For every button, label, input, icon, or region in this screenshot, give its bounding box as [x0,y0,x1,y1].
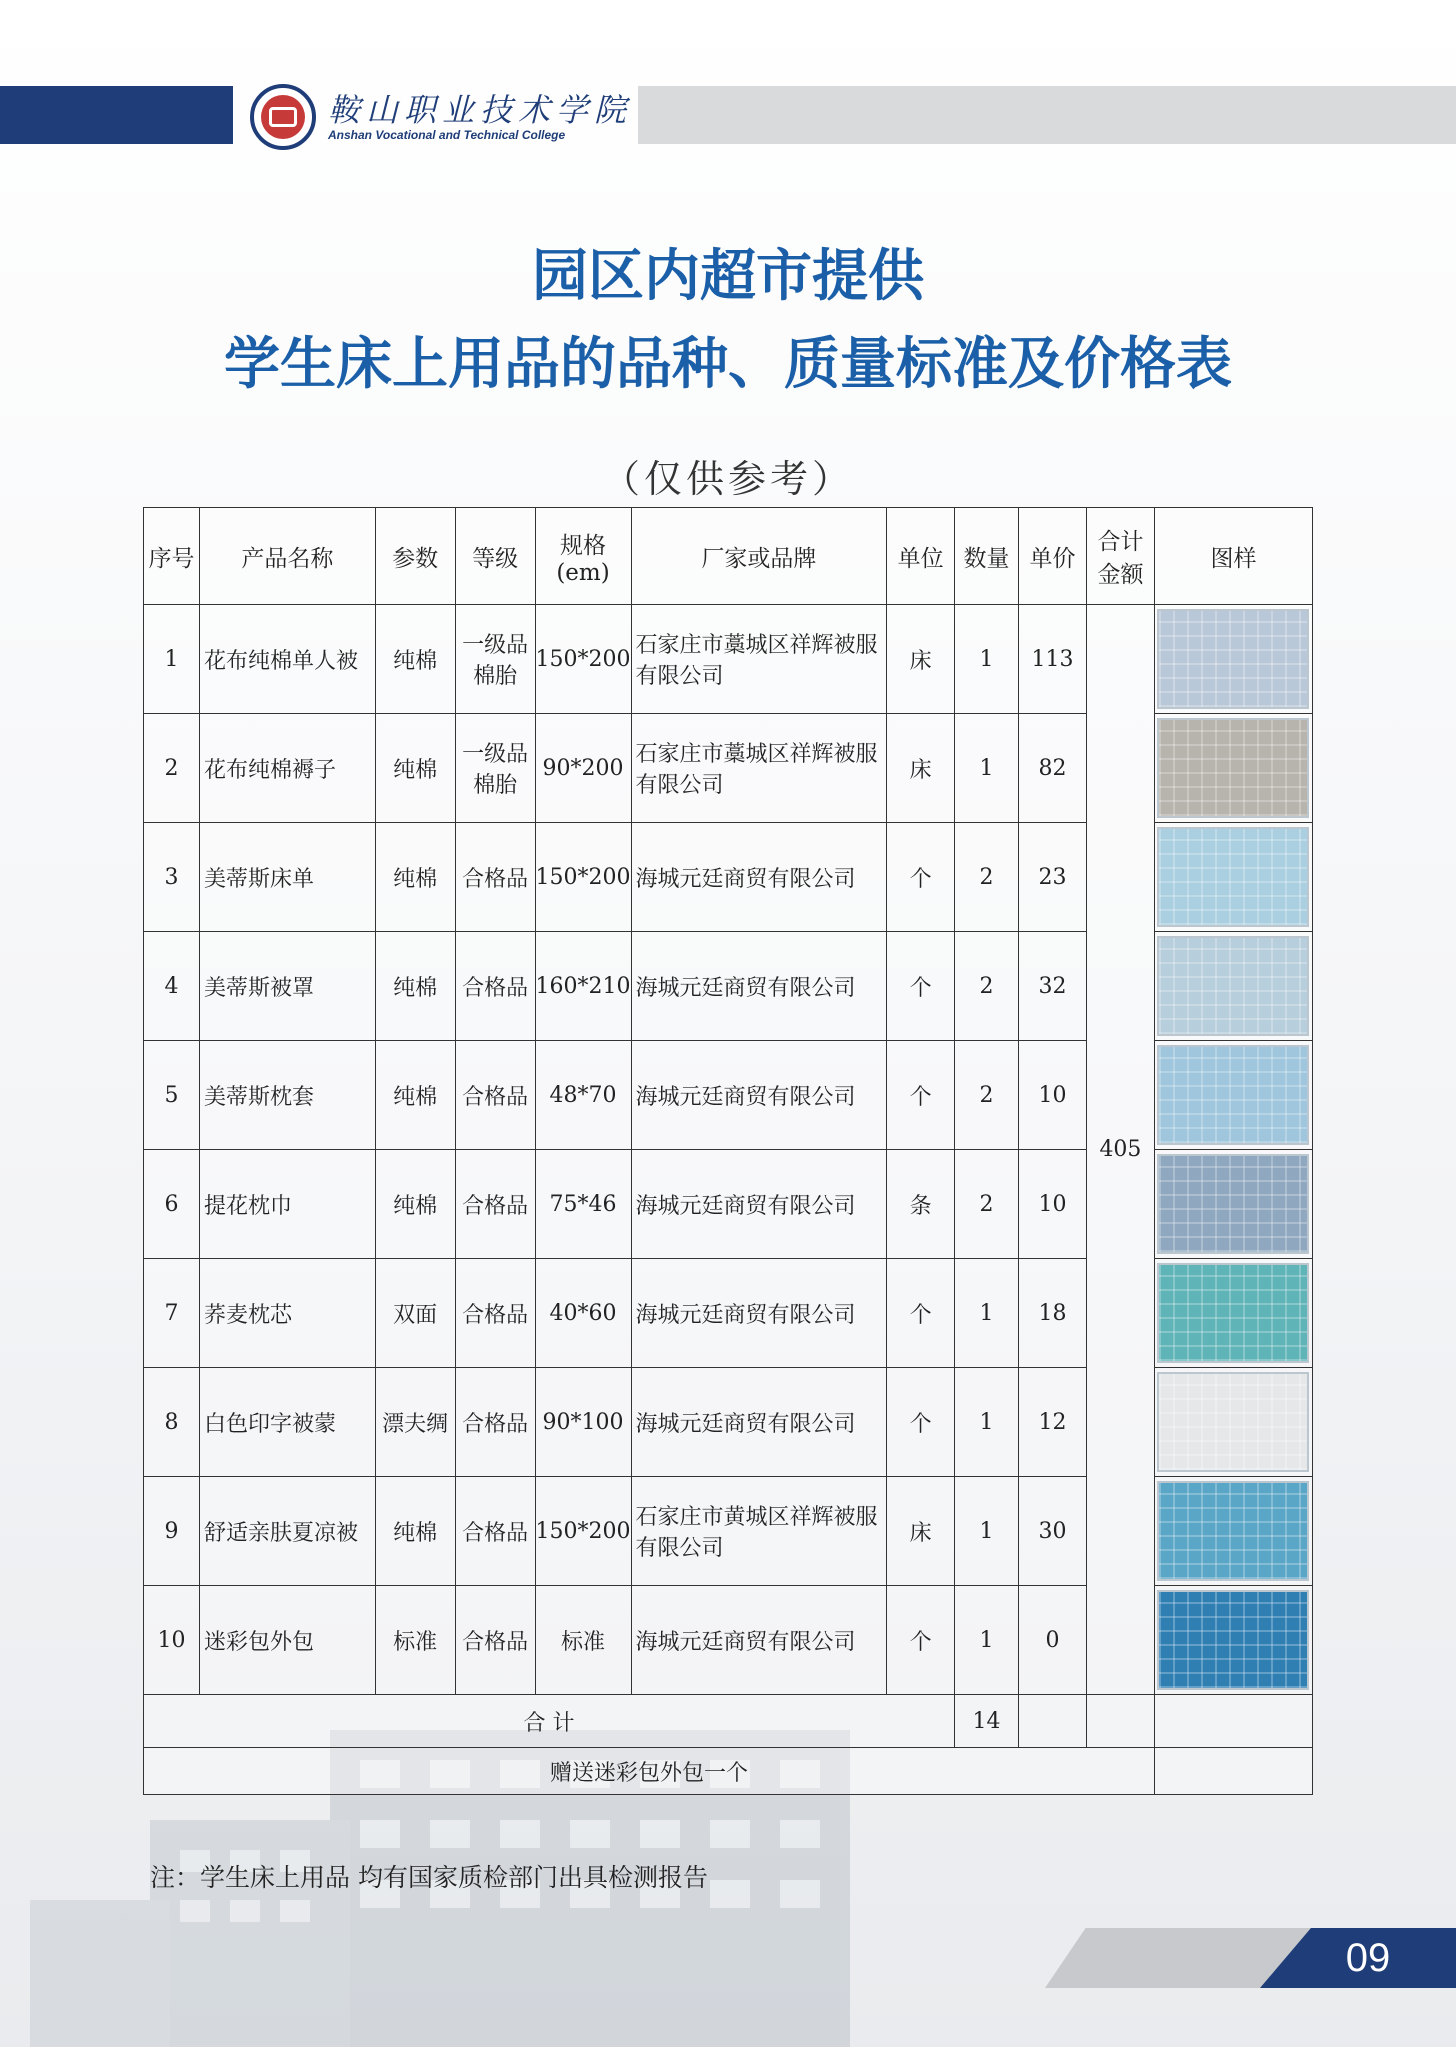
cell-qty: 1 [955,605,1019,714]
cell-price: 0 [1019,1586,1087,1695]
cell-image [1154,932,1312,1041]
cell-no: 5 [144,1041,200,1150]
cell-image [1154,1259,1312,1368]
sum-qty: 14 [955,1695,1019,1748]
cell-spec: 150*200 [535,605,631,714]
cell-price: 113 [1019,605,1087,714]
cell-qty: 1 [955,714,1019,823]
cell-image [1154,1368,1312,1477]
product-photo [1157,718,1309,818]
cell-no: 1 [144,605,200,714]
cell-param: 纯棉 [375,1150,455,1259]
cell-image [1154,1041,1312,1150]
cell-spec: 160*210 [535,932,631,1041]
col-header-spec [535,508,631,605]
page-subtitle: （仅供参考） [601,457,854,501]
cell-param: 纯棉 [375,1041,455,1150]
cell-grade: 合格品 [455,1259,535,1368]
cell-no: 10 [144,1586,200,1695]
cell-price: 12 [1019,1368,1087,1477]
sum-price-empty [1019,1695,1087,1748]
cell-no: 9 [144,1477,200,1586]
cell-qty: 1 [955,1586,1019,1695]
product-photo [1157,1154,1309,1254]
cell-price: 23 [1019,823,1087,932]
cell-total-amount: 405 [1086,605,1154,1695]
col-header-spec-label: 规格 [560,532,607,559]
cell-param: 纯棉 [375,605,455,714]
cell-image [1154,1150,1312,1259]
cell-no: 6 [144,1150,200,1259]
col-header-brand: 厂家或品牌 [631,508,887,605]
cell-spec: 48*70 [535,1041,631,1150]
cell-unit: 个 [887,1368,955,1477]
cell-qty: 1 [955,1259,1019,1368]
cell-no: 2 [144,714,200,823]
cell-no: 8 [144,1368,200,1477]
product-photo [1157,1045,1309,1145]
cell-brand: 石家庄市藁城区祥辉被服有限公司 [631,714,887,823]
cell-unit: 个 [887,1586,955,1695]
cell-grade: 合格品 [455,1586,535,1695]
product-photo [1157,936,1309,1036]
cell-param: 纯棉 [375,714,455,823]
cell-param: 纯棉 [375,823,455,932]
cell-name: 美蒂斯枕套 [199,1041,375,1150]
cell-param: 纯棉 [375,932,455,1041]
cell-image [1154,1477,1312,1586]
col-header-price: 单价 [1019,508,1087,605]
cell-name: 舒适亲肤夏凉被 [199,1477,375,1586]
cell-param: 漂夫绸 [375,1368,455,1477]
cell-name: 迷彩包外包 [199,1586,375,1695]
cell-unit: 个 [887,1259,955,1368]
cell-price: 32 [1019,932,1087,1041]
cell-unit: 床 [887,605,955,714]
cell-qty: 2 [955,1041,1019,1150]
cell-spec: 90*100 [535,1368,631,1477]
sum-row [144,1695,1313,1748]
gift-row [144,1748,1313,1795]
cell-brand: 海城元廷商贸有限公司 [631,932,887,1041]
product-photo [1157,1263,1309,1363]
table-row [144,605,1313,714]
product-photo [1157,609,1309,709]
cell-unit: 床 [887,1477,955,1586]
cell-qty: 1 [955,1368,1019,1477]
cell-price: 10 [1019,1150,1087,1259]
cell-brand: 石家庄市黄城区祥辉被服有限公司 [631,1477,887,1586]
cell-name: 白色印字被蒙 [199,1368,375,1477]
col-header-no: 序号 [144,508,200,605]
cell-unit: 个 [887,1041,955,1150]
col-header-total-l2: 金额 [1097,562,1144,588]
college-logo [250,82,632,152]
cell-grade: 合格品 [455,1477,535,1586]
product-photo [1157,827,1309,927]
cell-image [1154,714,1312,823]
cell-price: 10 [1019,1041,1087,1150]
cell-unit: 床 [887,714,955,823]
college-seal-icon [250,84,316,150]
cell-brand: 海城元廷商贸有限公司 [631,1259,887,1368]
cell-grade: 一级品棉胎 [455,605,535,714]
cell-unit: 个 [887,823,955,932]
cell-grade: 合格品 [455,1368,535,1477]
cell-qty: 2 [955,932,1019,1041]
page-title-line1: 园区内超市提供 [532,244,924,309]
cell-name: 荞麦枕芯 [199,1259,375,1368]
cell-param: 双面 [375,1259,455,1368]
product-photo [1157,1481,1309,1581]
header-bar-left [0,86,233,144]
cell-name: 美蒂斯被罩 [199,932,375,1041]
cell-name: 花布纯棉单人被 [199,605,375,714]
cell-price: 18 [1019,1259,1087,1368]
cell-unit: 个 [887,932,955,1041]
cell-spec: 90*200 [535,714,631,823]
col-header-total-l1: 合计 [1097,529,1144,555]
sum-image-empty [1154,1695,1312,1748]
sum-label: 合 计 [144,1695,955,1748]
cell-qty: 1 [955,1477,1019,1586]
cell-no: 3 [144,823,200,932]
cell-brand: 海城元廷商贸有限公司 [631,1150,887,1259]
header-bar-right [638,86,1456,144]
college-name-cn: 鞍山职业技术学院 [328,91,633,129]
col-header-name: 产品名称 [199,508,375,605]
cell-no: 7 [144,1259,200,1368]
cell-grade: 合格品 [455,1150,535,1259]
cell-image [1154,823,1312,932]
col-header-qty: 数量 [955,508,1019,605]
page-number: 09 [1345,1936,1391,1980]
cell-name: 美蒂斯床单 [199,823,375,932]
cell-spec: 150*200 [535,823,631,932]
page-title-line2: 学生床上用品的品种、质量标准及价格表 [224,332,1232,397]
cell-grade: 一级品棉胎 [455,714,535,823]
table-header-row [144,508,1313,605]
cell-grade: 合格品 [455,1041,535,1150]
cell-name: 花布纯棉褥子 [199,714,375,823]
cell-spec: 标准 [535,1586,631,1695]
cell-spec: 150*200 [535,1477,631,1586]
cell-brand: 海城元廷商贸有限公司 [631,1586,887,1695]
cell-grade: 合格品 [455,823,535,932]
cell-spec: 40*60 [535,1259,631,1368]
col-header-param: 参数 [375,508,455,605]
price-table [143,507,1313,1795]
cell-price: 30 [1019,1477,1087,1586]
cell-no: 4 [144,932,200,1041]
cell-brand: 海城元廷商贸有限公司 [631,1041,887,1150]
product-photo [1157,1590,1309,1690]
col-header-unit: 单位 [887,508,955,605]
col-header-grade: 等级 [455,508,535,605]
col-header-spec-unit: (em) [556,559,610,586]
cell-image [1154,1586,1312,1695]
cell-unit: 条 [887,1150,955,1259]
cell-price: 82 [1019,714,1087,823]
college-name-en: Anshan Vocational and Technical College [328,128,566,142]
cell-brand: 石家庄市藁城区祥辉被服有限公司 [631,605,887,714]
cell-spec: 75*46 [535,1150,631,1259]
gift-image-empty [1154,1748,1312,1795]
cell-brand: 海城元廷商贸有限公司 [631,823,887,932]
cell-param: 标准 [375,1586,455,1695]
col-header-total [1086,508,1154,605]
sum-amount-empty [1086,1695,1154,1748]
footnote: 注：学生床上用品 均有国家质检部门出具检测报告 [150,1863,708,1892]
cell-qty: 2 [955,1150,1019,1259]
cell-name: 提花枕巾 [199,1150,375,1259]
cell-param: 纯棉 [375,1477,455,1586]
cell-qty: 2 [955,823,1019,932]
product-photo [1157,1372,1309,1472]
gift-text: 赠送迷彩包外包一个 [144,1748,1155,1795]
cell-brand: 海城元廷商贸有限公司 [631,1368,887,1477]
cell-image [1154,605,1312,714]
cell-grade: 合格品 [455,932,535,1041]
col-header-image: 图样 [1154,508,1312,605]
